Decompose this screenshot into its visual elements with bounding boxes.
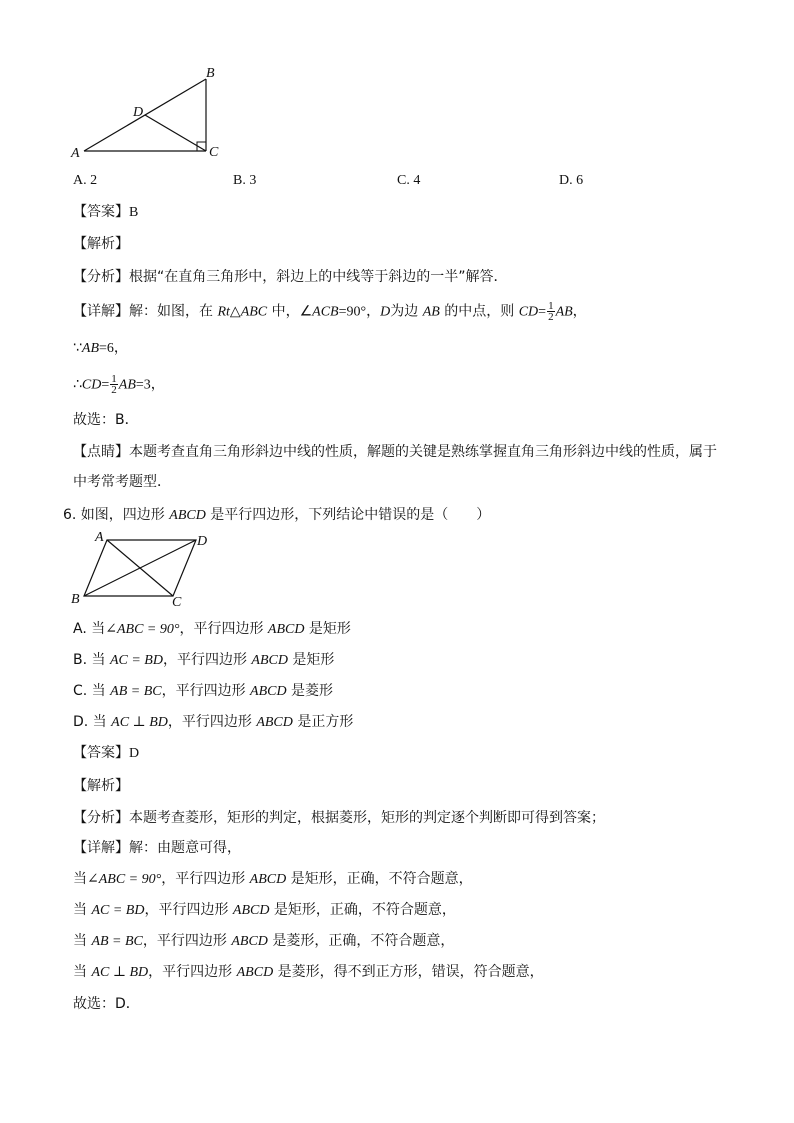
q5-detail-cd: CD (518, 304, 539, 320)
choice-c: C. 4 (397, 173, 421, 188)
q5-comment-line1 (73, 443, 717, 461)
q6-detail-text: 解：由题意可得， (129, 840, 241, 856)
q6-stem-abcd: ABCD (169, 508, 206, 523)
line-abcd: ABCD (249, 872, 287, 887)
option-abcd: ABCD (251, 653, 288, 668)
label-d: D (197, 534, 208, 549)
label-a: A (71, 146, 80, 161)
option-abcd: ABCD (267, 622, 305, 637)
option-letter: B. 当 (73, 652, 110, 668)
q5-answer-tag: 【答案】 (73, 204, 129, 220)
label-c: C (209, 145, 219, 160)
q5-detail-text: 中，∠ (267, 303, 313, 320)
q5-detail-eq: = (538, 304, 547, 320)
q6-option-d (73, 713, 353, 732)
q5-fenxi (73, 268, 508, 286)
option-text: 是矩形 (287, 652, 335, 668)
option-abcd: ABCD (250, 684, 287, 699)
q5-comment-tag: 【点睛】 (73, 444, 129, 460)
q6-answer-tag: 【答案】 (73, 745, 129, 761)
q5-analysis-tag: 【解析】 (73, 236, 129, 252)
q6-detail-line (73, 963, 544, 982)
q6-stem-prefix: 6. 如图，四边形 (63, 507, 170, 523)
option-text: 是菱形 (286, 683, 334, 699)
therefore-symbol: ∴ (73, 376, 82, 393)
q6-conclusion: 故选：D． (73, 996, 140, 1012)
fraction-numerator: 1 (548, 300, 554, 312)
q6-answer (73, 744, 139, 763)
q5-comment-line2: 中考常考题型． (73, 474, 171, 490)
because-symbol: ∵ (73, 340, 82, 356)
q5-line3-ab: AB (118, 377, 136, 393)
choice-a: A. 2 (73, 173, 98, 188)
q5-comment-text: 本题考查直角三角形斜边中线的性质，解题的关键是熟练掌握直角三角形斜边中线的性质，属于 (129, 444, 717, 460)
label-c: C (172, 595, 182, 610)
q6-fenxi-tag: 【分析】 (73, 810, 129, 826)
q5-detail-line3 (73, 374, 165, 395)
line-math: AB = BC (91, 934, 143, 949)
label-a: A (95, 530, 104, 545)
q6-answer-value: D (129, 746, 140, 761)
option-abcd: ABCD (256, 715, 293, 730)
q5-line3-eq: = (101, 377, 110, 393)
choice-b: B. 3 (233, 173, 257, 188)
option-letter: C. 当 (73, 683, 111, 699)
label-b: B (71, 592, 80, 607)
q5-detail-text: ， (572, 303, 587, 320)
fraction-denominator: 2 (548, 311, 554, 323)
q5-answer (73, 203, 138, 222)
option-text: ，平行四边形 (161, 683, 251, 699)
q5-detail-ab: AB (555, 304, 573, 320)
line-abcd: ABCD (236, 965, 274, 980)
q5-detail-text: 为边 (390, 303, 423, 320)
label-d: D (133, 105, 144, 120)
line-math: ∠ABC = 90° (87, 872, 162, 887)
q6-detail-line (73, 870, 473, 889)
fraction-denominator: 2 (111, 384, 117, 396)
q5-detail-text: =90°， (338, 304, 381, 320)
line-abcd: ABCD (231, 934, 268, 949)
line-text: ，平行四边形 (144, 902, 233, 918)
q5-detail-ab: AB (422, 304, 440, 320)
option-text: ，平行四边形 (162, 652, 252, 668)
q5-detail-abc: ABC (240, 304, 268, 320)
q5-line2-ab: AB (81, 341, 100, 356)
line-text: 是菱形，得不到正方形，错误，符合题意， (273, 964, 544, 980)
q5-detail-rt: Rt (217, 304, 230, 320)
line-abcd: ABCD (232, 903, 270, 918)
q5-detail-line1 (73, 301, 587, 322)
line-text: 当 (73, 902, 92, 918)
parallelogram-figure (66, 528, 226, 612)
fraction-half (110, 374, 118, 395)
q6-detail-tag: 【详解】 (73, 840, 129, 856)
q5-answer-value: B (129, 205, 139, 220)
option-text: 是矩形 (304, 621, 351, 637)
q5-detail-text: 解：如图，在 (129, 303, 218, 320)
q5-line2-value: =6， (99, 341, 128, 356)
q6-fenxi (73, 809, 605, 827)
q5-fenxi-text: 根据“在直角三角形中，斜边上的中线等于斜边的一半”解答． (129, 269, 508, 285)
choice-d: D. 6 (559, 173, 584, 188)
fraction-numerator: 1 (111, 373, 117, 385)
q5-line3-cd: CD (81, 377, 102, 393)
q5-detail-tag: 【详解】 (73, 303, 129, 320)
line-text: 当 (73, 871, 87, 887)
option-math: AC = BD (109, 653, 163, 668)
q5-conclusion: 故选：B． (73, 412, 139, 428)
line-text: 当 (73, 964, 92, 980)
q5-detail-text: 的中点，则 (439, 303, 519, 320)
option-math: AB = BC (110, 684, 162, 699)
option-letter: A. 当 (73, 621, 106, 637)
q5-detail-d: D (380, 304, 391, 320)
q5-fenxi-tag: 【分析】 (73, 269, 129, 285)
q6-analysis-tag: 【解析】 (73, 778, 129, 794)
triangle-figure (66, 60, 236, 166)
q6-option-a (73, 620, 351, 639)
option-text: 是正方形 (292, 714, 354, 730)
q6-detail (73, 839, 241, 857)
diagonal-bd (84, 540, 196, 596)
q6-detail-line (73, 932, 454, 951)
q6-detail-line (73, 901, 456, 920)
label-b: B (206, 66, 215, 81)
q6-option-c (73, 682, 333, 701)
line-text: 是菱形，正确，不符合题意， (267, 933, 455, 949)
line-text: ，平行四边形 (142, 933, 232, 949)
q6-stem-suffix: 是平行四边形，下列结论中错误的是（ ） (205, 507, 491, 523)
option-text: ，平行四边形 (179, 621, 268, 637)
line-math: AC = BD (91, 903, 145, 918)
line-text: ，平行四边形 (161, 871, 250, 887)
line-math: AC ⊥ BD (91, 965, 149, 980)
option-letter: D. 当 (73, 714, 112, 730)
q6-option-b (73, 651, 334, 670)
option-math: AC ⊥ BD (111, 715, 168, 730)
q5-line3-value: =3， (135, 377, 165, 393)
line-text: 是矩形，正确，不符合题意， (269, 902, 456, 918)
line-text: ，平行四边形 (148, 964, 237, 980)
option-text: ，平行四边形 (167, 714, 257, 730)
q6-stem (63, 506, 490, 525)
q5-detail-triangle: △ (229, 303, 241, 320)
q5-detail-line2 (73, 339, 128, 358)
q5-detail-acb: ACB (312, 304, 339, 320)
line-text: 是矩形，正确，不符合题意， (286, 871, 473, 887)
line-text: 当 (73, 933, 92, 949)
fraction-half (547, 301, 555, 322)
q6-fenxi-text: 本题考查菱形，矩形的判定，根据菱形，矩形的判定逐个判断即可得到答案； (129, 810, 605, 826)
option-math: ∠ABC = 90° (105, 622, 180, 637)
